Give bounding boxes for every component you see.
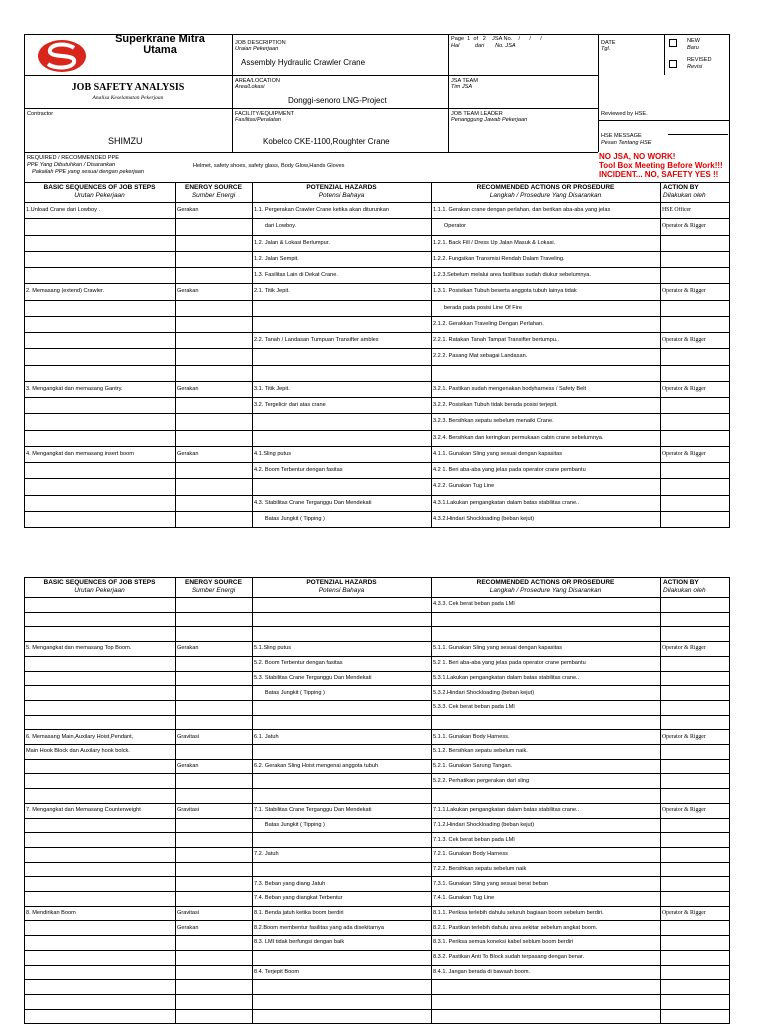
table-cell: 7.1.1.Lakukan pengangkatan dalam batas stabilitas crane.. [433, 807, 580, 814]
column-header-1: BASIC SEQUENCES OF JOB STEPS [43, 184, 156, 191]
table-cell: 1.2.1. Back Fill / Dress Up Jalan Masuk & Lokasi. [433, 239, 556, 246]
table-cell: 7.4. Beban yang diangkat Terbentur [254, 895, 343, 902]
table-cell: 5.2.1. Gunakan Sarung Tangan. [433, 763, 513, 770]
table-cell: 5.3.2.Hindari Shockloading (beban kejut) [433, 689, 535, 696]
table-cell: 1.1.1. Gerakan crane dengan perlahan, dan berikan aba-aba yang jelas [433, 207, 611, 214]
area-value: Donggi-senoro LNG-Project [288, 96, 387, 105]
table-cell: Operator [433, 223, 466, 230]
column-header-4: RECOMMENDED ACTIONS OR PROSEDURE [476, 579, 615, 586]
jsa-team-label-id: Tim JSA [451, 84, 473, 90]
table-cell: Operator & Rigger [662, 733, 706, 740]
table-cell: Operator & Rigger [662, 385, 706, 392]
table-cell: Operator & Rigger [662, 450, 706, 457]
table-cell: 7.4.1. Gunakan Tug Line [433, 895, 495, 902]
table-cell: 7.1. Stabilitas Crane Terganggu Dan Mendekati [254, 807, 372, 814]
column-header-3-id: Potensi Bahaya [318, 587, 365, 594]
table-cell: Operator & Rigger [662, 288, 706, 295]
table-cell: Gerakan [177, 385, 199, 392]
table-cell: 3.2.1. Pastikan sudah mengenakan bodyharness / Safety Belt [433, 385, 586, 392]
table-cell: Gerakan [177, 763, 199, 770]
table-cell: 7. Mengangkat dan Memasang Counterweight [26, 807, 141, 814]
table-cell: 1.3.1. Posisikan Tubuh beserta anggota tubuh lainya tidak [433, 288, 577, 295]
new-label: NEW [687, 38, 701, 44]
table-cell: Gerakan [177, 645, 199, 652]
ppe-label-id2: Pakailah PPE yang sesuai dengan pekerjaan [32, 169, 144, 175]
table-cell: 4.3.1.Lakukan pengangkatan dalam batas stabilitas crane.. [433, 499, 580, 506]
column-header-2-id: Sumber Energi [191, 192, 236, 199]
table-cell: 5.3. Stabilitas Crane Terganggu Dan Mendekati [254, 674, 372, 681]
table-cell: 7.1.3. Cek berat beban pada LMI [433, 836, 515, 843]
leader-label-id: Penanggung Jawab Pekerjaan [451, 117, 528, 123]
table-cell: 7.3.1. Gunakan Sling yang sesuai berat beban [433, 880, 549, 887]
table-cell: 3.2.3. Bersihkan sepatu sebelum menaiki Crane. [433, 418, 554, 425]
table-cell: 4.3.3. Cek berat beban pada LMI [433, 601, 515, 608]
table-cell: berada pada posisi Line Of Fire [433, 304, 522, 311]
table-cell: 2.2. Tanah / Landasan Tumpuan Transifter ambles [254, 337, 379, 344]
table-cell: Batas Jungkit ( Tipping ) [254, 515, 325, 522]
column-header-2: ENERGY SOURCE [185, 184, 242, 191]
date-label: DATE [601, 40, 616, 46]
table-cell: 5.1.1. Gunakan Sling yang sesuai dengan kapasitas [433, 645, 563, 652]
table-cell: Gerakan [177, 207, 199, 214]
column-header-1: BASIC SEQUENCES OF JOB STEPS [43, 579, 156, 586]
table-cell: Operator & Rigger [662, 223, 706, 230]
date-label-id: Tgl. [601, 46, 611, 52]
table-cell: 2.2.2. Pasang Mat sebagai Landasan. [433, 353, 528, 360]
table-cell: 8.3. LMI tidak berfungsi dengan baik [254, 939, 345, 946]
table-cell: 4.3.2.Hindari Shockloading (beban kejut) [433, 515, 535, 522]
revised-label-id: Revisi [687, 64, 703, 70]
table-cell: 3.1. Titik Jepit. [254, 385, 290, 392]
table-cell: 7.2.2. Bersihkan sepatu sebelum naik [433, 865, 527, 872]
column-header-2-id: Sumber Energi [191, 587, 236, 594]
table-cell: 8.4. Terjepit Boom [254, 968, 299, 975]
table-cell: 8.4.1. Jangan berada di bawaah boom. [433, 968, 531, 975]
column-header-4: RECOMMENDED ACTIONS OR PROSEDURE [476, 184, 615, 191]
table-cell: 1.1. Pergerakan Crawler Crane ketika akan diturunkan [254, 207, 389, 214]
table-cell: 2.2.1. Ratakan Tanah Tampat Transifter bertumpu.. [433, 337, 560, 344]
table-cell: 1.2.2. Fungsikan Transmisi Rendah Dalam Traveling. [433, 255, 565, 262]
table-cell: Gravitasi [177, 807, 200, 814]
table-cell: 3. Mengangkat dan memasang Gantry. [26, 385, 123, 392]
table-cell: Operator & Rigger [662, 337, 706, 344]
table-cell: 8.3.1. Periksa semua koneksi kabel seblum boom berdiri [433, 939, 574, 946]
table-cell: Operator & Rigger [662, 807, 706, 814]
page-number: Page 1 of 2 JSA No. / / / [451, 36, 542, 42]
table-cell: 5.3.3. Cek berat beban pada LMI [433, 704, 515, 711]
table-cell: 1.3. Fasilitas Lain di Dekat Crane. [254, 272, 338, 279]
revised-checkbox[interactable] [669, 60, 677, 68]
table-cell: HSE Officer [662, 207, 692, 214]
ppe-label-id: PPE Yang Dibutuhkan / Disarankan [27, 162, 116, 168]
table-cell: Gravitasi [177, 733, 200, 740]
table-cell: Batas Jungkit ( Tipping ) [254, 689, 325, 696]
table-cell: 5.1.Sling putus [254, 645, 292, 652]
revised-label: REVISED [687, 57, 712, 63]
table-cell: 4. Mengangkat dan memasang insert boom [26, 450, 134, 457]
column-header-3: POTENZIAL HAZARDS [306, 184, 377, 191]
table-cell: 1.2. Jalan Sempit. [254, 255, 299, 262]
table-cell: 3.2.4. Bersihkan dan keringkan permukaan cabin crane sebelumnya. [433, 434, 604, 441]
company-name: Superkrane Mitra Utama [115, 33, 205, 56]
column-header-1-id: Urutan Pekerjaan [74, 587, 125, 594]
table-cell: 5.2. Boom Terbentur dengan fasitas [254, 660, 343, 667]
table-cell: 8.1.1. Periksa terlebih dahulu seluruh bagiaan boom sebelum berdiri. [433, 910, 604, 917]
table-cell: 2. Memasang (extend) Crawler. [26, 288, 105, 295]
leader-label: JOB TEAM LEADER [451, 111, 503, 117]
page-title: JOB SAFETY ANALYSIS [71, 82, 185, 93]
column-header-5: ACTION BY [663, 184, 699, 191]
column-header-5-id: Dilakukan oleh [663, 192, 706, 199]
facility-label-id: Fasilitas/Peralatan [235, 117, 282, 123]
page-number-id: Hal dari No. JSA [451, 43, 516, 49]
table-cell: 8.2.1. Pastikan terlebih dahulu area sekitar sebelum angkat boom. [433, 924, 598, 931]
hse-message-label: HSE MESSAGE [601, 133, 642, 139]
job-desc-label-id: Uraian Pekerjaan [235, 46, 279, 52]
column-header-5-id: Dilakukan oleh [663, 587, 706, 594]
table-cell: 7.3. Beban yang diang Jatuh [254, 880, 326, 887]
table-cell: 7.2. Jatuh [254, 851, 279, 858]
column-header-3-id: Potensi Bahaya [318, 192, 365, 199]
table-cell: 5.1.1. Gunakan Body Harness. [433, 733, 510, 740]
job-steps-table-page1 [24, 182, 730, 527]
table-cell: Batas Jungkit ( Tipping ) [254, 821, 325, 828]
table-cell: 4.2 1. Beri aba-aba yang jelas pada operator crane pembantu [433, 467, 586, 474]
company-logo-icon [36, 38, 88, 74]
table-cell: 8.1. Benda jatuh ketika boom berdiri [254, 910, 344, 917]
table-cell: Gerakan [177, 450, 199, 457]
table-cell: 3.2.2. Posisikan Tubuh tidak berada posisi terjepit. [433, 402, 558, 409]
table-cell: 2.1. Titik Jepit. [254, 288, 290, 295]
column-header-4-id: Langkah / Prosedure Yang Disarankan [489, 587, 602, 594]
table-cell: Main Hook Block dan Auxilary hook bolck. [26, 748, 130, 755]
table-cell: dari Lowboy. [254, 223, 297, 230]
table-cell: 1.2. Jalan & Lokasi Berlumpur. [254, 239, 330, 246]
table-cell: 4.3. Stabilitas Crane Terganggu Dan Mendekati [254, 499, 372, 506]
table-cell: 5. Mengangkat dan memasang Top Boom. [26, 645, 132, 652]
column-header-3: POTENZIAL HAZARDS [306, 579, 377, 586]
area-label: AREA/LOCATION [235, 78, 280, 84]
table-cell: 6.1. Jatuh [254, 733, 279, 740]
column-header-2: ENERGY SOURCE [185, 579, 242, 586]
reviewed-label: Reviewed by HSE. [601, 111, 648, 117]
job-steps-table-page2 [24, 577, 730, 1023]
table-cell: 8.2.Boom membentur fasilitas yang ada disekitarnya [254, 924, 384, 931]
contractor-label: Contractor [27, 111, 54, 117]
new-label-id: Baru [687, 45, 699, 51]
hse-message-label-id: Pesan Tentang HSE [601, 140, 652, 146]
table-cell: 8. Mendirikan Boom [26, 910, 76, 917]
table-cell: 7.1.2.Hindari Shockloading (beban kejut) [433, 821, 535, 828]
table-cell: 6.2. Gerakan Sling Hoist mengenai anggota tubuh [254, 763, 379, 770]
table-cell: Operator & Rigger [662, 645, 706, 652]
new-checkbox[interactable] [669, 39, 677, 47]
table-cell: Gravitasi [177, 910, 200, 917]
table-cell: Gerakan [177, 288, 199, 295]
ppe-label: REQUIRED / RECOMMENDED PPE [27, 155, 119, 161]
table-cell: 6. Memasang Main,Auxilary Hoist,Pendant, [26, 733, 134, 740]
table-cell: 8.3.2. Pastikan Anti To Block sudah terpasang dengan benar. [433, 954, 585, 961]
column-header-5: ACTION BY [663, 579, 699, 586]
table-cell: 4.1.Sling putus [254, 450, 292, 457]
table-cell: 2.1.2. Gerakkan Traveling Dengan Perlahan. [433, 320, 544, 327]
table-cell: 1.2.3.Sebelum melalui area fasilitsas sudah diukur sebelumnya. [433, 272, 591, 279]
column-header-1-id: Urutan Pekerjaan [74, 192, 125, 199]
area-label-id: Area/Lokasi [235, 84, 265, 90]
contractor-value: SHIMZU [108, 136, 143, 146]
table-cell: 5.1.2. Bersihkan sepatu sebelum naik. [433, 748, 528, 755]
table-cell: 7.2.1. Gunakan Body Harness [433, 851, 508, 858]
table-cell: 4.1.1. Gunakan Sling yang sesuai dengan kapasitas [433, 450, 563, 457]
ppe-value: Helmet, safety shoes, safety glass, Body Glow,Hands Gloves [193, 163, 345, 169]
table-cell: 4.2.2. Gunakan Tug Line [433, 483, 495, 490]
jsa-team-label: JSA TEAM [451, 78, 478, 84]
table-cell: 5.2.2. Perhatikan pergerakan dari sling [433, 777, 530, 784]
table-cell: 3.2. Tergelicir dari atas crane [254, 402, 326, 409]
job-desc-value: Assembly Hydraulic Crawler Crane [241, 58, 366, 67]
facility-value: Kobelco CKE-1100,Roughter Crane [263, 137, 390, 146]
table-cell: 5.3.1.Lakukan pengangkatan dalam batas stabilitas crane.. [433, 674, 580, 681]
table-cell: 5.2 1. Beri aba-aba yang jelas pada operator crane pembantu [433, 660, 586, 667]
table-cell: Operator & Rigger [662, 910, 706, 917]
facility-label: FACILITY/EQUIPMENT [235, 111, 295, 117]
table-cell: 1.Unload Crane dari Lowboy . [26, 207, 101, 214]
safety-messages: NO JSA, NO WORK! Tool Box Meeting Before Work!!! INCIDENT... NO, SAFETY YES !! [599, 152, 723, 179]
table-cell: 4.2. Boom Terbentur dengan fasitas [254, 467, 343, 474]
column-header-4-id: Langkah / Prosedure Yang Disarankan [489, 192, 602, 199]
table-cell: Gerakan [177, 924, 199, 931]
page-subtitle: Analisa Keselamatan Pekerjaan [92, 95, 164, 101]
job-desc-label: JOB DESCRIPTION [235, 40, 286, 46]
